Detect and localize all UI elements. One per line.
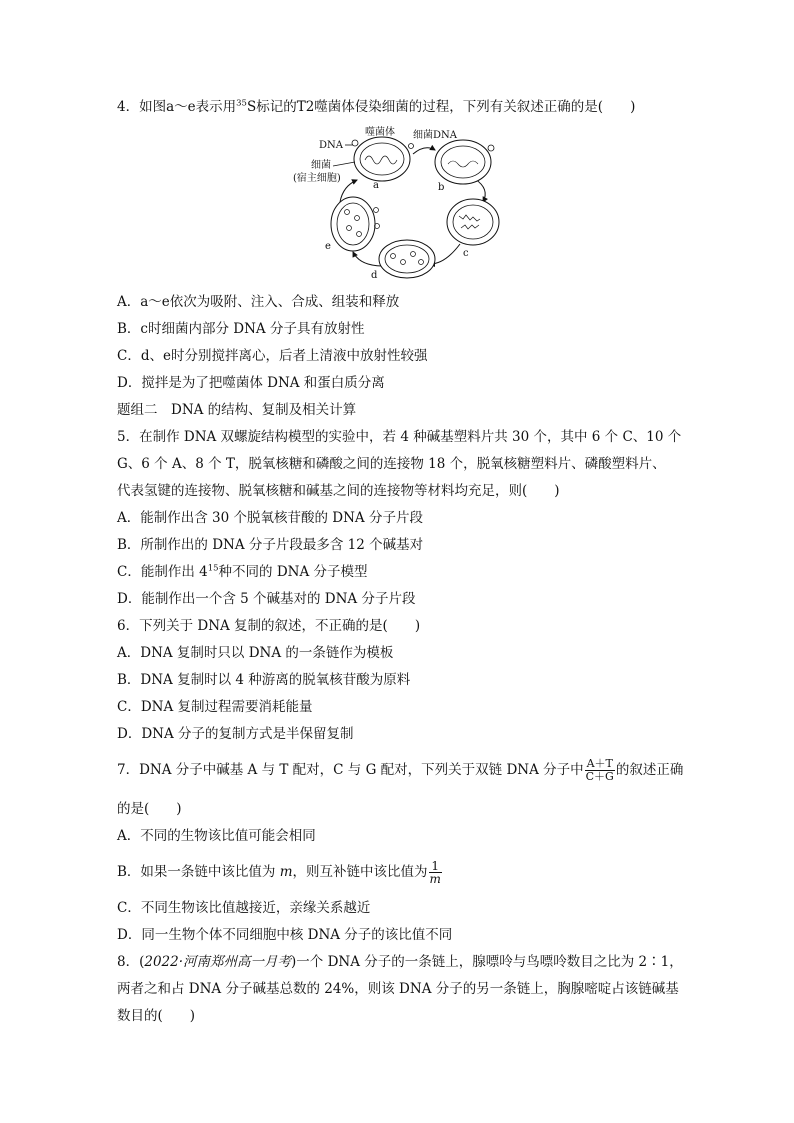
q7-option-b-denominator: m xyxy=(429,872,441,886)
q7-option-b-numerator: 1 xyxy=(429,860,442,873)
q6-stem: 6．下列关于 DNA 复制的叙述，不正确的是( ) xyxy=(117,618,421,634)
q4-option-b: B．c时细菌内部分 DNA 分子具有放射性 xyxy=(117,321,365,337)
q7-option-d: D．同一生物个体不同细胞中核 DNA 分子的该比值不同 xyxy=(117,927,453,943)
q6-option-c: C．DNA 复制过程需要消耗能量 xyxy=(117,699,313,715)
q7-fraction xyxy=(585,758,615,783)
q6-option-d: D．DNA 分子的复制方式是半保留复制 xyxy=(117,726,354,742)
q7-fraction-numerator: A＋T xyxy=(586,757,613,770)
q5-option-d: D．能制作出一个含 5 个碱基对的 DNA 分子片段 xyxy=(117,591,416,607)
stage-c-cell xyxy=(447,199,499,245)
q7-fraction-denominator: C＋G xyxy=(585,770,614,783)
q5-stem-line-3: 代表氢键的连接物、脱氧核糖和碱基之间的连接物等材料均充足，则( ) xyxy=(117,483,560,499)
q4-option-a: A．a～e依次为吸附、注入、合成、组装和释放 xyxy=(117,294,400,310)
q7-stem-line-2: 的是( ) xyxy=(117,801,182,817)
q4-option-d: D．搅拌是为了把噬菌体 DNA 和蛋白质分离 xyxy=(117,375,385,391)
q5-option-c-post: 种不同的 DNA 分子模型 xyxy=(218,564,368,580)
stage-a-cell xyxy=(352,137,414,181)
label-bacteria-dna: 细菌DNA xyxy=(413,130,457,141)
stage-e-cell xyxy=(331,197,380,251)
q8-stem-post: )一个 DNA 分子的一条链上，腺嘌呤与鸟嘌呤数目之比为 2∶1， xyxy=(291,954,683,970)
q8-stem-line-3: 数目的( ) xyxy=(117,1008,196,1024)
q7-option-c: C．不同生物该比值越接近，亲缘关系越近 xyxy=(117,900,371,916)
q8-source: 2022·河南郑州高一月考 xyxy=(144,954,292,970)
stage-b-label: b xyxy=(438,182,445,193)
q4-option-c: C．d、e时分别搅拌离心，后者上清液中放射性较强 xyxy=(117,348,428,364)
q8-number: 8．( xyxy=(117,954,145,970)
arrow-a-b xyxy=(413,148,435,154)
q5-option-a: A．能制作出含 30 个脱氧核苷酸的 DNA 分子片段 xyxy=(117,510,423,526)
label-phage: 噬菌体 xyxy=(365,127,395,138)
q5-stem-line-1: 5．在制作 DNA 双螺旋结构模型的实验中，若 4 种碱基塑料片共 30 个，其中 6 个 C、10 个 xyxy=(117,429,682,445)
stage-d-label: d xyxy=(371,270,378,281)
group-heading: 题组二 DNA 的结构、复制及相关计算 xyxy=(117,402,357,418)
q4-isotope-mass: 35 xyxy=(236,98,247,109)
label-dna: DNA xyxy=(319,140,343,151)
q7-stem-post: 的叙述正确 xyxy=(615,762,684,778)
q7-option-b-mid: ，则互补链中该比值为 xyxy=(292,864,428,880)
q7-stem-line-1 xyxy=(117,758,683,783)
q5-option-c-pre: C．能制作出 4 xyxy=(117,564,208,580)
stage-c-label: c xyxy=(463,248,469,259)
q7-option-b xyxy=(117,860,443,885)
q8-stem-line-1 xyxy=(117,952,683,972)
stage-b-cell xyxy=(435,140,494,184)
q4-stem-post: S标记的T2噬菌体侵染细菌的过程，下列有关叙述正确的是( ) xyxy=(246,99,636,115)
stage-d-cell xyxy=(379,240,435,278)
q6-option-b: B．DNA 复制时以 4 种游离的脱氧核苷酸为原料 xyxy=(117,672,411,688)
arrow-b-c xyxy=(475,179,485,202)
q4-stem-pre: 4．如图a～e表示用 xyxy=(117,99,237,115)
stage-e-label: e xyxy=(325,241,331,252)
q7-option-b-pre: B．如果一条链中该比值为 xyxy=(117,864,280,880)
q5-option-c xyxy=(117,562,368,582)
q5-option-c-exponent: 15 xyxy=(207,563,219,574)
q5-option-b: B．所制作出的 DNA 分子片段最多含 12 个碱基对 xyxy=(117,537,424,553)
q7-option-b-variable: m xyxy=(279,864,293,880)
label-bacteria: 细菌 xyxy=(311,160,331,171)
phage-infection-diagram xyxy=(285,124,500,282)
stage-a-label: a xyxy=(373,180,379,191)
q7-option-a: A．不同的生物该比值可能会相同 xyxy=(117,828,316,844)
q6-option-a: A．DNA 复制时只以 DNA 的一条链作为模板 xyxy=(117,645,394,661)
q8-stem-line-2: 两者之和占 DNA 分子碱基总数的 24%，则该 DNA 分子的另一条链上，胸腺嘧啶占该链碱基 xyxy=(117,981,679,997)
q7-option-b-fraction xyxy=(429,860,442,885)
q4-stem xyxy=(117,97,635,117)
q5-stem-line-2: G、6 个 A、8 个 T，脱氧核糖和磷酸之间的连接物 18 个，脱氧核糖塑料片、磷酸塑料片、 xyxy=(117,456,666,472)
q7-stem-pre: 7．DNA 分子中碱基 A 与 T 配对，C 与 G 配对，下列关于双链 DNA 分子中 xyxy=(117,762,584,778)
label-host: (宿主细胞) xyxy=(293,173,341,184)
